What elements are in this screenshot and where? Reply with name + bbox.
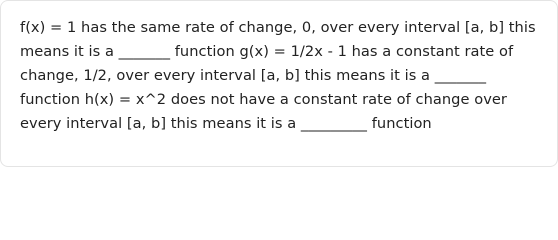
- question-text: f(x) = 1 has the same rate of change, 0, over every interval [a, b] this means it is a _______ function g(x) = 1/2x - 1 has a constant rate of change, 1/2, over every interval [a, b] this means it is a _______ function h(x) = x^2 does not have a constant rate of change over every interval [a, b] this means it is a _________ function: [20, 19, 536, 132]
